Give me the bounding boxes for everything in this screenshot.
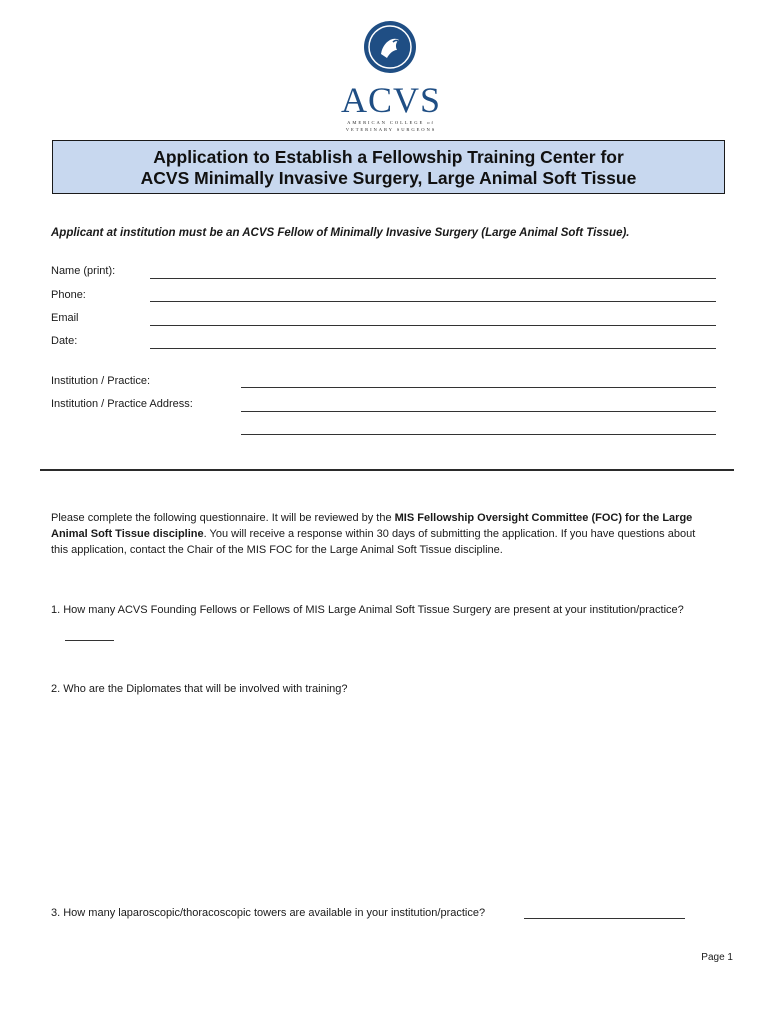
name-label: Name (print): [51,265,116,277]
date-field[interactable] [150,348,716,349]
intro-committee-name: MIS Fellowship Oversight Committee (FOC) for the Large Animal Soft Tissue discipline [51,512,693,540]
question-3-answer[interactable] [524,918,685,919]
question-3: 3. How many laparoscopic/thoracoscopic towers are available in your institution/practice? [51,907,486,919]
intro-paragraph [51,510,711,558]
page-number: Page 1 [701,952,733,963]
address-field-line-2[interactable] [241,434,716,435]
address-field-line-1[interactable] [241,411,716,412]
email-field[interactable] [150,325,716,326]
phone-label: Phone: [51,289,86,301]
question-1: 1. How many ACVS Founding Fellows or Fellows of MIS Large Animal Soft Tissue Surgery are present at your institution/practice? [51,604,684,616]
question-2-answer-area[interactable] [51,705,716,895]
question-2: 2. Who are the Diplomates that will be involved with training? [51,683,348,695]
question-1-answer[interactable] [65,640,114,641]
acvs-logo [336,20,446,135]
acvs-subline-1: AMERICAN COLLEGE of [347,120,435,125]
intro-text-2: . You will receive a response within 30 days of submitting the application. If you have questions about this application, contact the Chair of the MIS FOC for the Large Animal Soft Tissue discipline. [51,528,696,556]
intro-text-1: Please complete the following questionnaire. It will be reviewed by the [51,512,395,524]
title-line-1: Application to Establish a Fellowship Training Center for [153,147,624,167]
email-label: Email [51,312,79,324]
institution-label: Institution / Practice: [51,375,151,387]
title-box [52,140,725,194]
date-label: Date: [51,335,78,347]
phone-field[interactable] [150,301,716,302]
title-line-2: ACVS Minimally Invasive Surgery, Large Animal Soft Tissue [140,168,637,188]
section-divider [40,469,734,471]
applicant-requirement: Applicant at institution must be an ACVS Fellow of Minimally Invasive Surgery (Large Animal Soft Tissue). [51,227,630,239]
name-field[interactable] [150,278,716,279]
acvs-subline-2: VETERINARY SURGEONS [345,127,437,132]
acvs-emblem-icon [363,20,417,74]
address-label: Institution / Practice Address: [51,398,193,410]
institution-field[interactable] [241,387,716,388]
acvs-wordmark: ACVS [340,80,442,120]
